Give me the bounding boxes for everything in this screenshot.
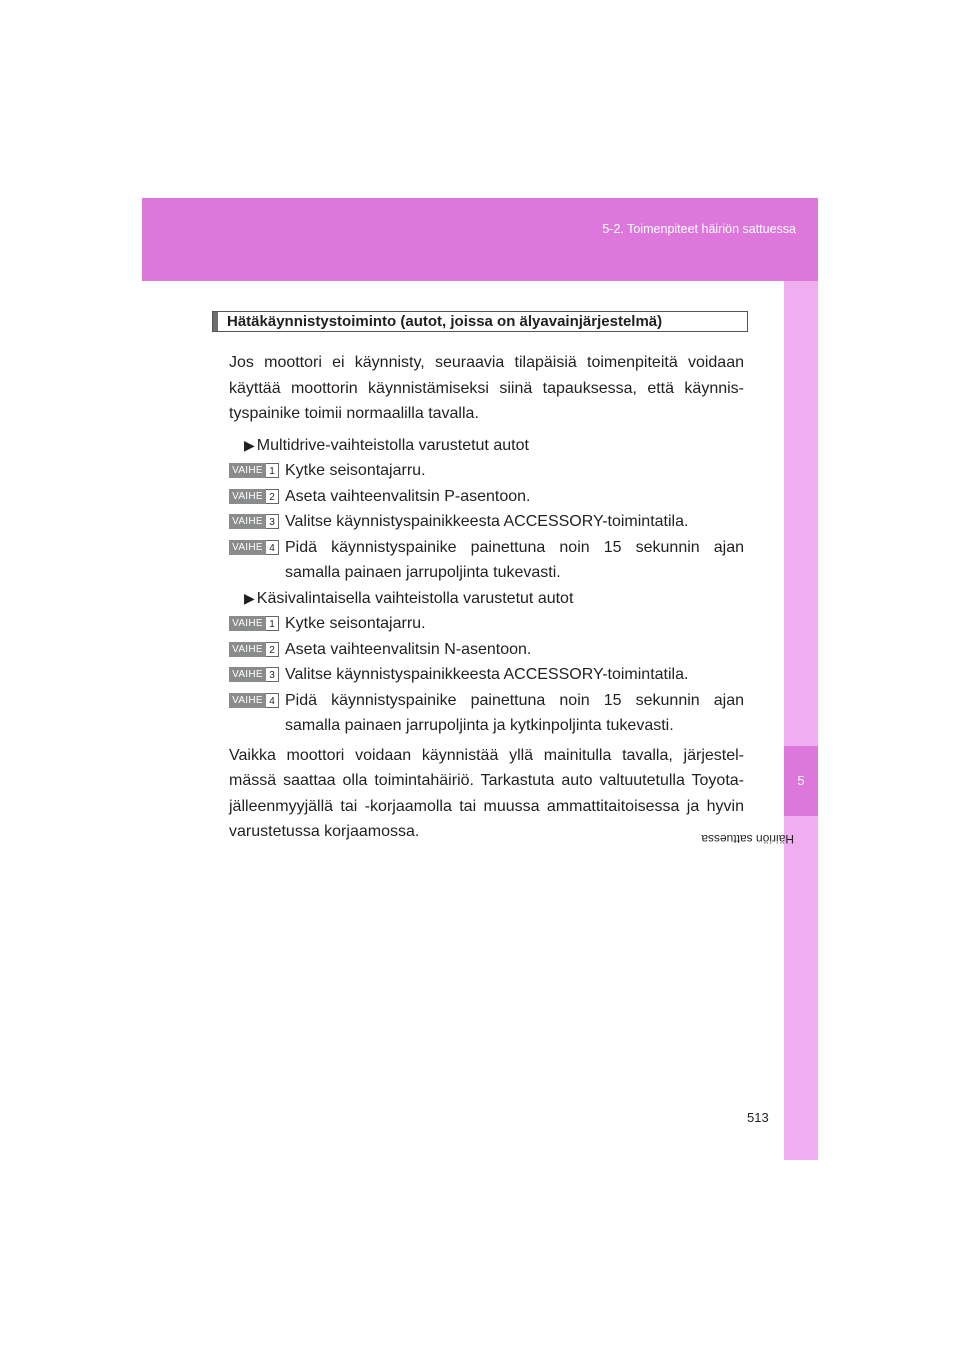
step-item: [229, 637, 744, 663]
step-item: [229, 458, 744, 484]
procedure-group: [229, 586, 744, 739]
step-item: [229, 509, 744, 535]
side-tab: [784, 281, 818, 1160]
step-text: Valitse käynnistyspainikkeesta ACCESSORY-toimintatila.: [285, 513, 689, 530]
group-label: Käsivalintaisella vaihteistolla varustetut autot: [256, 589, 574, 607]
group-heading: [244, 586, 744, 612]
step-item: [229, 484, 744, 510]
section-heading-box: [212, 311, 748, 332]
main-content: [229, 350, 744, 851]
step-item: [229, 611, 744, 637]
group-heading: [244, 433, 744, 459]
step-badge: VAIHE 4: [229, 693, 280, 708]
step-badge: VAIHE 3: [229, 667, 280, 682]
group-label: Multidrive-vaihteistolla varustetut autot: [256, 436, 529, 454]
step-item: [229, 535, 744, 586]
step-item: [229, 688, 744, 739]
step-badge: VAIHE 1: [229, 616, 280, 631]
step-item: [229, 662, 744, 688]
chapter-label: Häiriön sattuessa: [701, 832, 794, 846]
section-heading: Hätäkäynnistystoiminto (autot, joissa on älyavainjärjestelmä): [227, 313, 663, 330]
triangle-bullet-icon: ▶: [244, 589, 255, 606]
step-text: Aseta vaihteenvalitsin P-asentoon.: [285, 487, 531, 505]
triangle-bullet-icon: ▶: [244, 436, 255, 453]
page-number: 513: [747, 1110, 769, 1125]
chapter-number: 5: [797, 773, 805, 788]
chapter-block: [784, 746, 818, 816]
step-badge: VAIHE 4: [229, 540, 280, 555]
procedure-group: [229, 433, 744, 586]
section-title: 5-2. Toimenpiteet häiriön sattuessa: [602, 222, 796, 236]
closing-paragraph: Vaikka moottori voidaan käynnistää yllä mainitulla tavalla, järjestel-mässä saattaa olla toimintahäiriö. Tarkastuta auto valtuutetulla Toyota-jälleenmyyjällä tai -korjaamolla tai muussa ammattitaitoisessa ja hyvin varustetussa korjaamossa.: [229, 746, 744, 840]
step-text: Kytke seisontajarru.: [285, 462, 426, 479]
step-text: Kytke seisontajarru.: [285, 615, 426, 632]
step-badge: VAIHE 2: [229, 642, 280, 657]
step-badge: VAIHE 3: [229, 514, 280, 529]
step-badge: VAIHE 2: [229, 489, 280, 504]
header-band: [142, 198, 818, 281]
step-text: Aseta vaihteenvalitsin N-asentoon.: [285, 640, 532, 658]
step-text: Pidä käynnistyspainike painettuna noin 15 sekunnin ajan samalla painaen jarrupoljinta tukevasti.: [285, 538, 744, 581]
intro-paragraph: Jos moottori ei käynnisty, seuraavia tilapäisiä toimenpiteitä voidaan käyttää moottorin käynnistämiseksi siinä tapauksessa, että käynnis-tyspainike toimii normaalilla tavalla.: [229, 354, 744, 422]
step-text: Valitse käynnistyspainikkeesta ACCESSORY-toimintatila.: [285, 666, 689, 683]
step-badge: VAIHE 1: [229, 463, 280, 478]
step-text: Pidä käynnistyspainike painettuna noin 15 sekunnin ajan samalla painaen jarrupoljinta ja kytkinpoljinta tukevasti.: [285, 691, 744, 734]
